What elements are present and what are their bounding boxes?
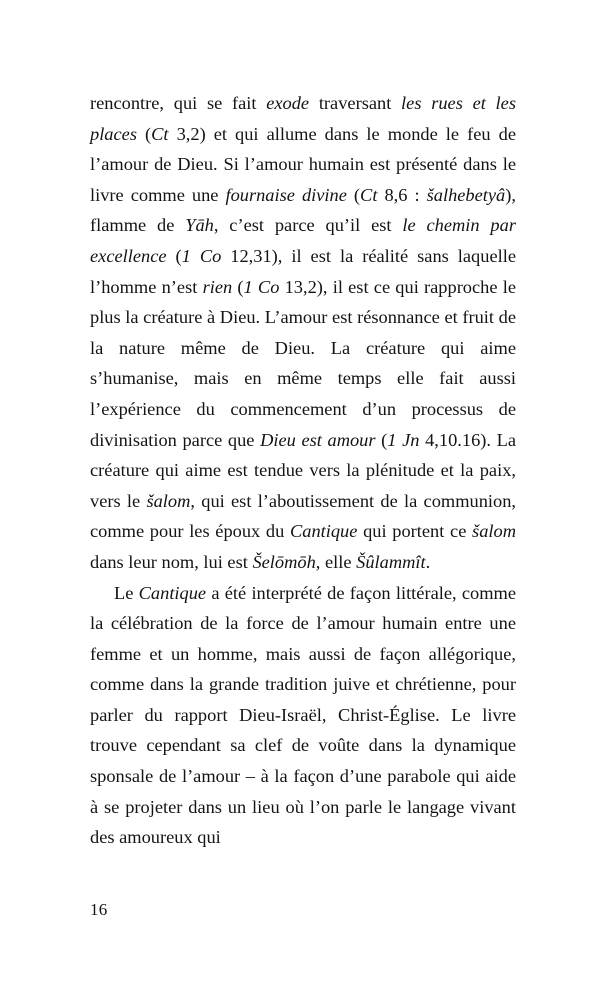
paragraph xyxy=(90,578,516,853)
italic-run: Cantique xyxy=(138,582,207,603)
text-run: , c’est parce qu’il est xyxy=(213,215,403,236)
italic-run: šalom xyxy=(472,521,516,542)
text-run: ( xyxy=(375,429,388,450)
italic-run: Cantique xyxy=(289,521,358,542)
italic-run: Ct xyxy=(360,184,378,205)
text-run: ( xyxy=(166,245,182,266)
text-run: ( xyxy=(136,123,152,144)
text-run: traversant xyxy=(309,93,402,113)
italic-run: 1 Jn xyxy=(387,429,420,450)
italic-run: 1 Co xyxy=(243,276,280,297)
text-run: ( xyxy=(346,184,361,205)
text-run: 8,6 : xyxy=(377,184,427,205)
italic-run: Ct xyxy=(151,123,169,144)
text-run: . xyxy=(425,551,431,572)
text-run: 4,10.16). La créature qui aime est tendue vers la plénitude et la paix, vers le xyxy=(90,429,516,511)
text-run: a été interprété de façon littérale, comme la célébration de la force de l’amour humain entre une femme et un homme, mais aussi de façon allégorique, comme dans la grande tradition juive et chrétienne, pour parler du rapport Dieu-Israël, Christ-Église. Le livre trouve cependant sa clef de voûte dans la dynamique sponsale de l’amour – à la façon d’une parabole qui aide à se projeter dans un lieu où l’on parle le langage vivant des amoureux qui xyxy=(90,582,516,848)
text-run: ), flamme de xyxy=(90,184,516,236)
italic-run: exode xyxy=(266,93,310,113)
italic-run: rien xyxy=(202,276,233,297)
italic-run: les rues et les places xyxy=(90,93,516,144)
italic-run: šalhebetyâ xyxy=(426,184,506,205)
italic-run: 1 Co xyxy=(181,245,222,266)
text-run: , elle xyxy=(315,551,357,572)
text-run: , qui est l’aboutissement de la communion, comme pour les époux du xyxy=(90,490,517,542)
text-run: 13,2), il est ce qui rapproche le plus la créature à Dieu. L’amour est résonnance et fruit de la nature même de Dieu. La créature qui aime s’humanise, mais en même temps elle fait aussi l’expérience du commencement d’un processus de divinisation parce que xyxy=(90,276,517,450)
italic-run: Šelōmōh xyxy=(252,551,316,572)
italic-run: fournaise divine xyxy=(225,184,347,205)
italic-run: šalom xyxy=(146,490,191,511)
italic-run: Dieu est amour xyxy=(260,429,376,450)
text-run: qui portent ce xyxy=(357,521,473,542)
text-run: rencontre, qui se fait xyxy=(90,93,267,113)
page-number: 16 xyxy=(90,900,108,919)
text-run: Le xyxy=(114,582,139,603)
text-run: dans leur nom, lui est xyxy=(90,551,253,572)
paragraph xyxy=(90,88,516,578)
text-run: 12,31), il est la réalité sans laquelle l’homme n’est xyxy=(90,245,516,297)
italic-run: Yāh xyxy=(185,215,214,236)
text-run: ( xyxy=(232,276,244,297)
page-text-body xyxy=(90,88,516,853)
italic-run: Šûlammît xyxy=(356,551,426,572)
text-run: 3,2) et qui allume dans le monde le feu de l’amour de Dieu. Si l’amour humain est présenté dans le livre comme une xyxy=(90,123,516,205)
italic-run: le chemin par excellence xyxy=(90,215,516,266)
